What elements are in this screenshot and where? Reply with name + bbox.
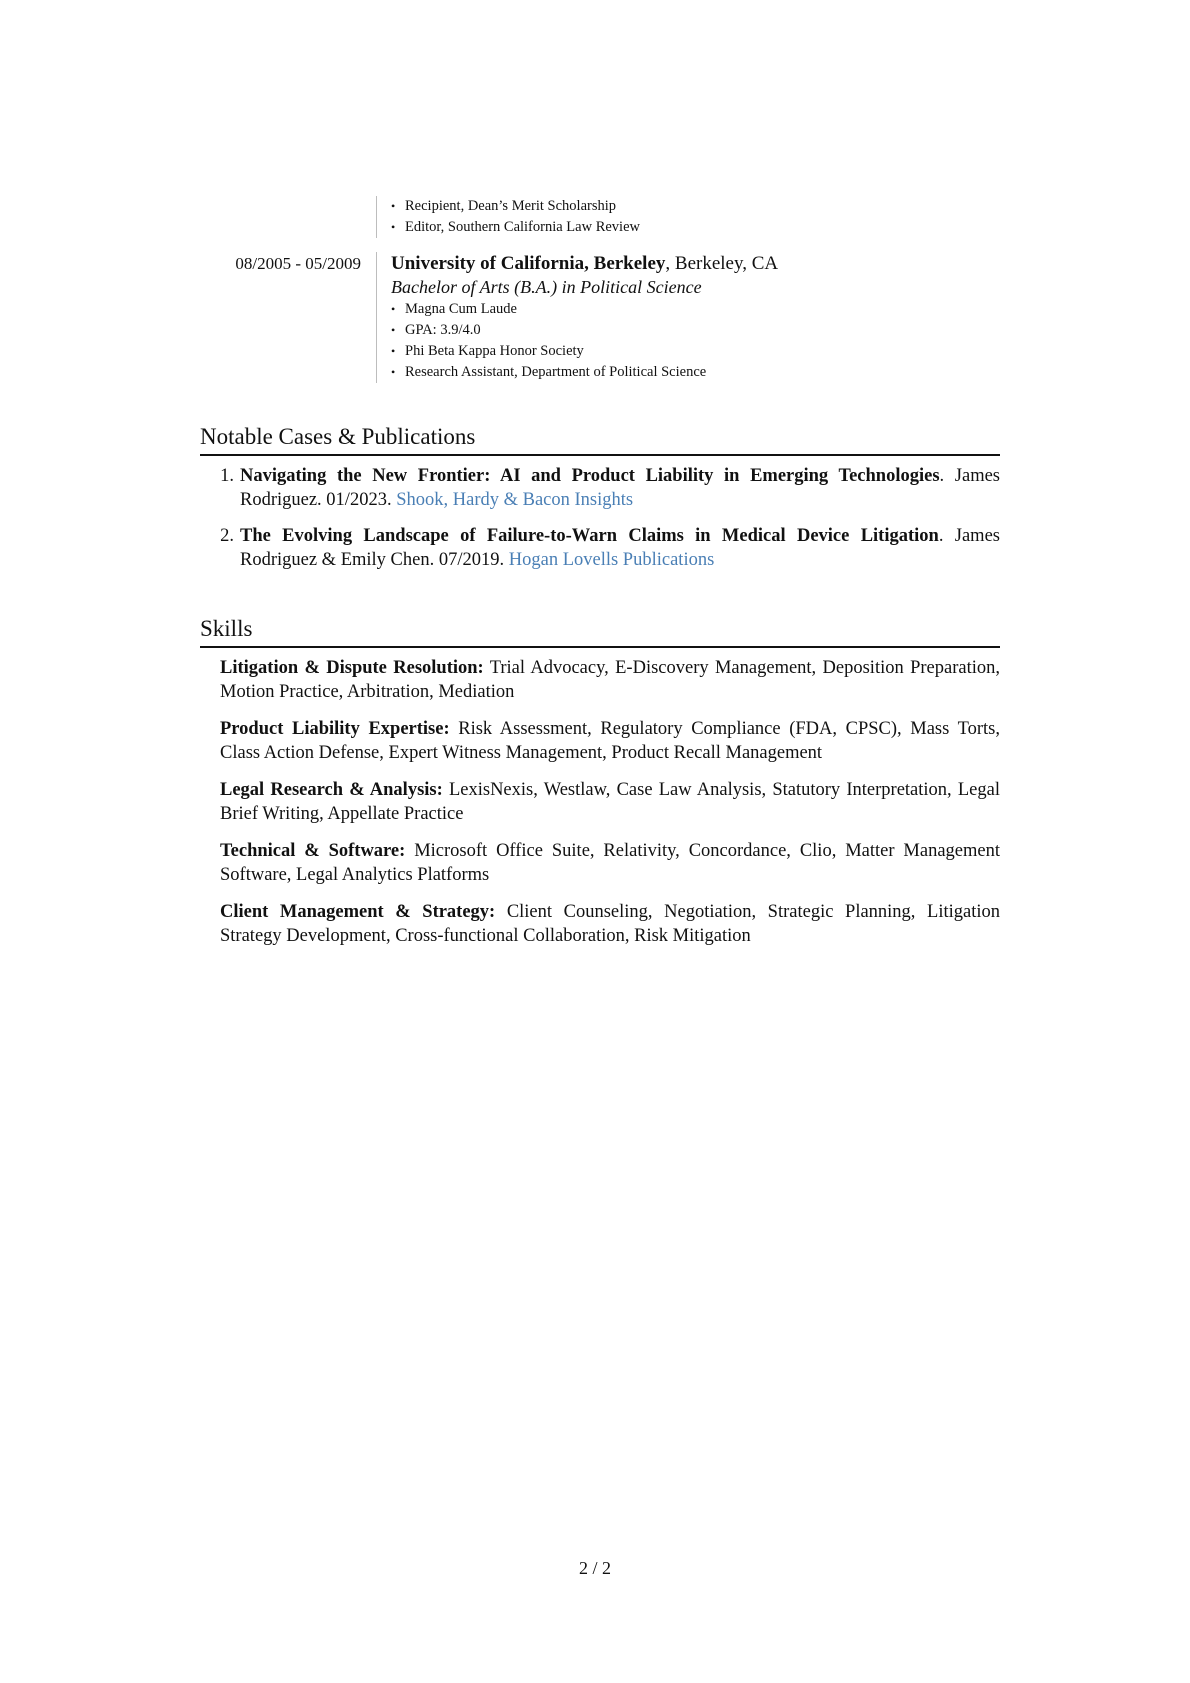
degree: Bachelor of Arts (B.A.) in Political Science xyxy=(391,277,702,297)
skill-item xyxy=(220,778,1000,826)
skill-value: LexisNexis, Westlaw, Case Law Analysis, Statutory Interpretation, Legal Brief Writing, Appellate Practice xyxy=(220,780,1000,824)
skills-section xyxy=(200,614,1000,961)
section-heading: Skills xyxy=(200,614,1000,648)
publication-title: The Evolving Landscape of Failure-to-Warn Claims in Medical Device Litigation xyxy=(240,526,939,546)
education-body xyxy=(376,252,1000,383)
education-dates: 08/2005 - 05/2009 xyxy=(235,254,361,273)
school-name: University of California, Berkeley xyxy=(391,253,666,274)
skill-item xyxy=(220,900,1000,948)
publication-link[interactable]: Hogan Lovells Publications xyxy=(508,550,715,570)
publication-item xyxy=(200,524,1000,572)
publication-link[interactable]: Shook, Hardy & Bacon Insights xyxy=(396,490,634,510)
education-bullet-list xyxy=(391,196,1000,238)
education-bullet: • Magna Cum Laude xyxy=(391,299,1000,320)
education-entry-berkeley xyxy=(200,252,1000,383)
publication-number: 1. xyxy=(220,466,234,486)
school-line xyxy=(391,252,1000,276)
education-entry-row xyxy=(200,252,1000,383)
publication-content xyxy=(240,524,1000,572)
skill-label: Litigation & Dispute Resolution: xyxy=(220,658,484,678)
publication-title-end: . xyxy=(938,526,944,546)
education-bullet: • Recipient, Dean’s Merit Scholarship xyxy=(391,196,1000,217)
section-heading: Notable Cases & Publications xyxy=(200,422,1000,456)
education-bullet: • Research Assistant, Department of Political Science xyxy=(391,362,1000,383)
publication-details: James Rodriguez. 01/2023. xyxy=(240,466,1000,510)
education-entry-previous xyxy=(200,196,1000,238)
education-bullet: • Editor, Southern California Law Review xyxy=(391,217,1000,238)
skill-value: Risk Assessment, Regulatory Compliance (FDA, CPSC), Mass Torts, Class Action Defense, Expert Witness Management, Product Recall Management xyxy=(220,719,1000,763)
publication-item xyxy=(200,464,1000,512)
skill-list xyxy=(200,656,1000,948)
publication-number: 2. xyxy=(220,526,234,546)
publication-details: James Rodriguez & Emily Chen. 07/2019. xyxy=(240,526,1000,570)
publication-list xyxy=(200,464,1000,572)
education-bullet: • GPA: 3.9/4.0 xyxy=(391,320,1000,341)
page-number: 2 / 2 xyxy=(578,1558,611,1578)
skill-item xyxy=(220,656,1000,704)
skill-value: Trial Advocacy, E-Discovery Management, Deposition Preparation, Motion Practice, Arbitration, Mediation xyxy=(220,658,1000,702)
skill-label: Legal Research & Analysis: xyxy=(220,780,443,800)
school-location: , Berkeley, CA xyxy=(665,253,779,274)
education-bullet-list xyxy=(391,299,1000,383)
skill-label: Technical & Software: xyxy=(220,841,406,861)
skill-label: Client Management & Strategy: xyxy=(220,902,496,922)
skill-value: Microsoft Office Suite, Relativity, Concordance, Clio, Matter Management Software, Legal Analytics Platforms xyxy=(220,841,1000,885)
skill-item xyxy=(220,717,1000,765)
education-body-previous xyxy=(376,196,1000,238)
publication-title: Navigating the New Frontier: AI and Product Liability in Emerging Technologies xyxy=(240,466,940,486)
education-bullet: • Phi Beta Kappa Honor Society xyxy=(391,341,1000,362)
publication-content xyxy=(240,464,1000,512)
skill-label: Product Liability Expertise: xyxy=(220,719,450,739)
publications-section xyxy=(200,422,1000,584)
publication-title-end: . xyxy=(939,466,945,486)
skill-value: Client Counseling, Negotiation, Strategic Planning, Litigation Strategy Development, Cross-functional Collaboration, Risk Mitigation xyxy=(220,902,1000,946)
education-continuation xyxy=(200,196,1000,238)
skill-item xyxy=(220,839,1000,887)
